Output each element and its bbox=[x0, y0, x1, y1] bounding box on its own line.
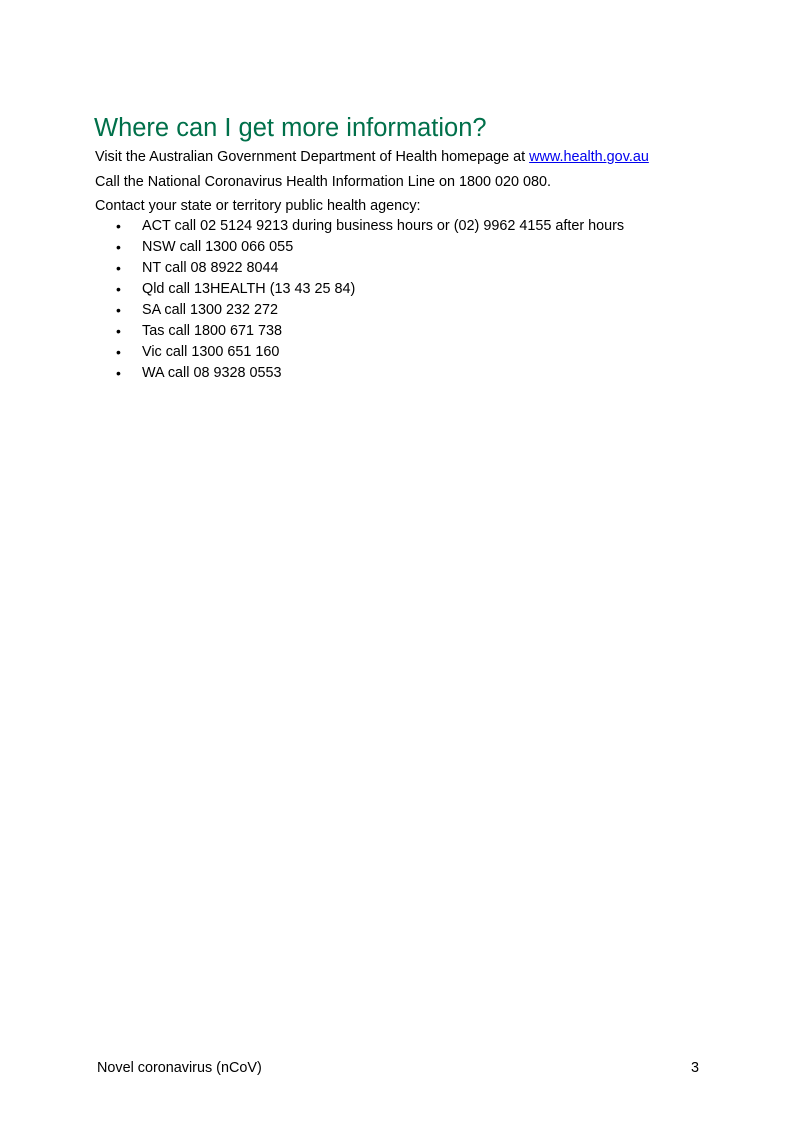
visit-paragraph bbox=[95, 148, 649, 166]
agency-text-wa: WA call 08 9328 0553 bbox=[142, 365, 282, 381]
bullet-icon: • bbox=[116, 365, 121, 381]
bullet-icon: • bbox=[116, 323, 121, 339]
health-website-link[interactable]: www.health.gov.au bbox=[529, 149, 649, 165]
agency-text-nsw: NSW call 1300 066 055 bbox=[142, 239, 294, 255]
bullet-icon: • bbox=[116, 302, 121, 318]
agency-text-vic: Vic call 1300 651 160 bbox=[142, 344, 280, 360]
bullet-icon: • bbox=[116, 344, 121, 360]
agency-text-qld: Qld call 13HEALTH (13 43 25 84) bbox=[142, 281, 356, 297]
bullet-icon: • bbox=[116, 218, 121, 234]
bullet-icon: • bbox=[116, 281, 121, 297]
contact-paragraph: Contact your state or territory public health agency: bbox=[95, 198, 421, 214]
bullet-icon: • bbox=[116, 260, 121, 276]
agency-text-act: ACT call 02 5124 9213 during business hours or (02) 9962 4155 after hours bbox=[142, 218, 625, 234]
footer-document-title: Novel coronavirus (nCoV) bbox=[97, 1060, 262, 1076]
agency-text-tas: Tas call 1800 671 738 bbox=[142, 323, 283, 339]
visit-text: Visit the Australian Government Department of Health homepage at bbox=[95, 149, 530, 165]
page-heading: Where can I get more information? bbox=[94, 114, 487, 142]
agency-text-nt: NT call 08 8922 8044 bbox=[142, 260, 279, 276]
footer-page-number: 3 bbox=[690, 1060, 699, 1076]
info-line-paragraph: Call the National Coronavirus Health Information Line on 1800 020 080. bbox=[95, 174, 551, 190]
agency-text-sa: SA call 1300 232 272 bbox=[142, 302, 279, 318]
bullet-icon: • bbox=[116, 239, 121, 255]
